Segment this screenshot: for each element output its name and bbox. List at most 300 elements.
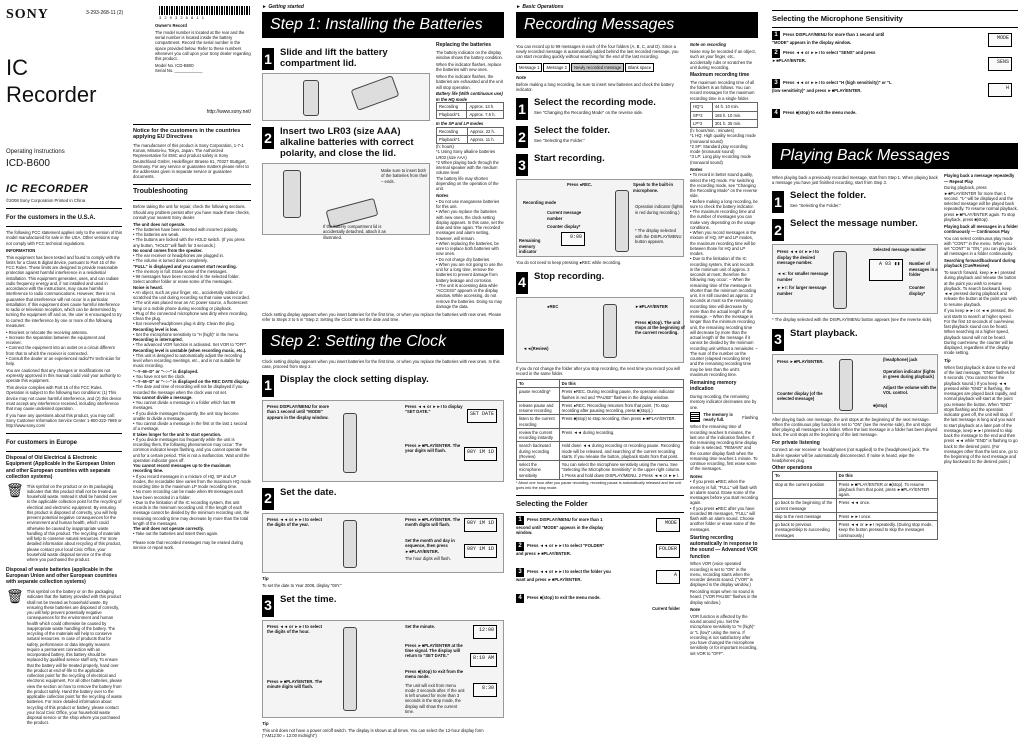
side-heading: Playing back a message repeatedly — Repeat Play [944, 173, 1015, 184]
rec-step-3-illustration [516, 179, 684, 257]
table-cell: Hold down ◄◄ during recording or recording pause. Recording mode will be released, and searching of the current recording starts. If you release the button, playback starts from that point. [559, 442, 683, 461]
troubleshooting-symptom: "FULL" is displayed and you cannot start recording. [133, 263, 237, 269]
vor-note-text: VOR function is affected by the sound around you. Set the microphone sensitivity to "H (high)" or "L (low)" using the menu. If recording is not satisfactory after you have changed the microphone sensitivity or for important recording, set VOR to "OFF". [690, 613, 758, 656]
table-cell: Approx. 13 h. [467, 102, 504, 110]
banner-playing-back: Playing Back Messages [772, 143, 1018, 169]
table-row [517, 415, 684, 429]
troubleshooting-remedy: • The advanced VOR function is activated. Set VOR to "OFF". [133, 342, 251, 347]
lcd-year: 08Y 1M 1D [464, 447, 497, 461]
table-row [773, 512, 938, 520]
stop-label: Press ■(stop). The unit stops at the beginning of the current recording. [635, 319, 685, 336]
message-diagram [516, 63, 684, 72]
table-row [517, 401, 684, 415]
clock-3f: The unit will exit from menu mode 3 seconds after. If the unit is left unused for more than 3 seconds in the stop mode, the display will show the current time. [405, 682, 465, 714]
volume-label: Adjust the volume with the VOL control. [883, 384, 937, 395]
list-item: (h: hours) [436, 144, 454, 149]
list-item: • When you replace the batteries with new ones, the clock setting display appears. In this case, set the date and time again. The recorded messages and alarm setting, however, will remain. [436, 209, 504, 241]
clock-2a: Press ◄◄ or ►►I to select the digits of the year. [267, 517, 322, 528]
table-cell: SP*2 [691, 111, 713, 119]
list-item: • If you press ●REC after you have recorded 99 messages, "FULL" will flash with an alarm sound. Choose another folder or erase some of the messages. [690, 506, 758, 532]
detach-caption: If the battery compartment lid is accidentally detached, attach it as illustrated. [323, 224, 386, 240]
counter-display-label: Counter display* [909, 285, 926, 296]
battery-life-notes [436, 144, 504, 191]
selecting-folder-heading: Selecting the Folder [516, 498, 588, 508]
crossed-bin-icon: 🗑 [6, 482, 24, 499]
mic-step-3: Press ◄◄ or ►►I to select "H (high sensitivity)" or "L (low sensitivity)" and press ►■PLAY/ENTER. [772, 80, 892, 94]
replacing-flash1: When the indicator flashes, replace the batteries with new ones. [436, 62, 502, 73]
table-row [517, 461, 684, 480]
table-cell: Press ●REC. Recording resumes from that point. (To stop recording after pausing recording, press ■(stop).) [559, 401, 683, 415]
tip-1-text: To set the date to Year 2008, display "08Y." [262, 583, 342, 589]
display-note: * The display selected with the DISPLAY/MENU button appears. [635, 228, 682, 244]
rec-step-3: 3 Start recording. [516, 154, 684, 176]
table-cell: Press ◄◄ once. [836, 499, 937, 513]
list-item: The battery life may shorten depending on the operation of the unit. [436, 175, 499, 191]
notes-heading: Notes [436, 193, 449, 199]
table-row [773, 499, 938, 513]
tab-message-1: Message 1 [516, 63, 542, 72]
number-of-messages-label: Number of messages in a folder [909, 261, 938, 277]
column-3 [258, 0, 508, 738]
table-cell: Recording [437, 102, 467, 110]
list-item: • Do not charge dry batteries. [436, 257, 504, 262]
troubleshooting-list [133, 222, 251, 537]
larger-label: ►►I: for larger message number [777, 285, 827, 296]
table-cell: Do this [559, 380, 683, 388]
lcd-hour: 12:00 [473, 625, 497, 639]
sony-logo: SONY [6, 7, 49, 22]
side-heading: Tip [944, 357, 951, 363]
battery-lid-illustration [262, 73, 430, 121]
list-item: • When you are not going to use the unit for a long time, remove the batteries to prevent damage from battery leakage and corrosion. [436, 262, 504, 283]
rec-button-label: ●REC [547, 303, 559, 309]
table-cell: Press ◄◄ during recording. [559, 428, 683, 442]
battery-disposal-text: This symbol on the battery or on the packaging indicates that the battery provided with this product shall not be treated as household waste. By ensuring these batteries are disposed of correctly, you will help prevent potentially negative consequences for the environment and human health which could otherwise be caused by inappropriate waste handling of the battery. The recycling of the materials will help to conserve natural resources. In case of products that for safety, performance or data integrity reasons require a permanent connection with an incorporated battery, this battery should be replaced by qualified service staff only. To ensure that the battery will be treated properly, hand over the product at end-of-life to the applicable collection point for the recycling of electrical and electronic equipment. For all other batteries, please view the section on how to remove the battery from the product safely. Hand the battery over to the applicable collection point for the recycling of waste batteries. For more detailed information about recycling of this product or battery, please contact your local Civic Office, your household waste disposal service or the shop where you purchased the product. [26, 589, 122, 726]
flashing-label: Flashing [742, 414, 758, 420]
max-recording-text: The maximum recording time of all the folders is as follows. You can record messages for the maximum recording time in a single folder. [690, 79, 755, 101]
table-cell: skip to the next message [773, 512, 837, 520]
sp-mode-heading: In the SP and LP modes [436, 121, 484, 127]
mic-step-4: Press ■(stop) to exit the menu mode. [783, 110, 857, 116]
full-notes [690, 479, 758, 532]
troubleshooting-remedy: • The batteries are weak. [133, 232, 251, 237]
table-cell: listen to the current recording [517, 415, 560, 429]
troubleshooting-remedy: • Plug of the connected microphone was dirty when recording. Clean the plug. [133, 311, 251, 322]
note-on-recording-heading: Note on recording [690, 42, 727, 48]
list-item: *1 Using Sony alkaline batteries LR03 (size AAA) [436, 149, 496, 160]
troubleshooting-remedy: • If you record messages in a mixture of HQ, SP and LP modes, the recordable time varies from the maximum HQ mode recording time to the maximum LP mode recording time. [133, 474, 251, 490]
clock-1c: Press ►■PLAY/ENTER. The year digits will flash. [405, 443, 461, 454]
lcd-set-date: SET DATE [467, 409, 497, 423]
table-cell: select the microphone sensitivity [517, 461, 560, 480]
clock-2b: Press ►■PLAY/ENTER. The month digits will flash. [405, 517, 461, 528]
model-number: ICD-B600 [6, 158, 50, 169]
troubleshooting-remedy: • You cannot divide a message in the first or the last 1 second of a message. [133, 421, 251, 432]
side-heading: Searching forward/backward during playback (Cue/Review) [944, 258, 1016, 269]
playback-side-notes [944, 173, 1018, 540]
banner-recording-messages: Recording Messages [516, 12, 758, 38]
clock-3d: Press ►■PLAY/ENTER at the time signal. The display will return to "SET DATE." [405, 642, 463, 658]
remaining-memory-text-2: When the remaining time of recording reaches 5 minutes, the last one of the indication flashes. If the remaining recording time display mode is selected, "REMAIN" and the counter display flash when the remaining time reaches 1 minute. To continue recording, first erase some of the messages. [690, 424, 758, 472]
rec-step-4: 4 Stop recording. [516, 272, 684, 294]
list-item: • The unit is accessing data while "ACCESS" appears in the display window. While accessing, do not remove the batteries. Doing so may damage the data. [436, 283, 504, 309]
mic-steps: 1 Press DISPLAY/MENU for more than 1 second until "MODE" appears in the display window. 2 Press ◄◄ or ►►I to select "SENS" and press ►■PLAY/ENTER. 3 Press ◄◄ or ►►I to select "H (high sensitivity)" or "L (low sensitivity)" and press ►■PLAY/ENTER. 4 Press ■(stop) to exit the menu mode. MODE SENS H [772, 31, 1018, 131]
rec-step-2: 2 Select the folder. See "Selecting the Folder." [516, 126, 684, 148]
speak-label: Speak to the built-in microphone. [633, 182, 674, 193]
step-1: 1 Slide and lift the battery compartment lid. [262, 48, 430, 70]
replacing-batteries-heading: Replacing the batteries [436, 42, 492, 49]
mic-lcd-3: H [988, 83, 1012, 97]
part15-text: This device complies with Part 15 of the FCC Rules. Operation is subject to the following two conditions: (1) This device may not cause harmful interference, and (2) this device must accept any interference received, including interference that may cause undesired operation. [6, 385, 122, 412]
barcode [159, 6, 251, 15]
table-row [437, 102, 504, 110]
lcd-month: 08Y 1M 1D [464, 518, 497, 532]
step-2: 2 Insert two LR03 (size AAA) alkaline batteries with correct polarity, and close the lid. [262, 127, 430, 160]
troubleshooting-symptom: "--Y--M--D" or "--:--" is displayed. [133, 368, 199, 374]
selected-message-label: Selected message number [873, 247, 926, 253]
side-text: To search forward, keep ►►I pressed during playback and release the button at the point you wish to resume playback. To search backward, keep ◄◄ pressed during playback and release the button at the point you wish to resume playback. [944, 270, 1017, 307]
lcd-time: 8:30 [473, 683, 497, 697]
private-listening-text: Connect an ear receiver or headphones (not supplied) to the (headphones) jack. The built-in speaker will be automatically disconnected. If noise is heard, wipe the headphones plug. [772, 447, 930, 463]
side-text: When fast playback is done to the end of the last message, "END" flashes for 5 seconds. (You cannot hear the playback sound.) If you keep ◄◄ pressed while "END" is flashing, the messages are played back rapidly, and normal playback will start at the point you release the button. When "END" stops flashing and the operation indicator goes off, the unit will stop. If the last message is long and you want to start playback at a later part of the message, keep ►►I pressed to skip back the message to the end and then press ◄◄ while "END" is flashing to go back to the desired point. (For messages other than the last one, go to the beginning of the next message and play backward to the desired point.) [944, 364, 1018, 465]
troubleshooting-remedy: • If you divide messages too frequently while the unit is recording them, the following phenomenon may occur: The common indicator keeps flashing, and you cannot operate the unit for a certain period. This is not a malfunction. Wait until the operation indicator goes off. [133, 437, 251, 463]
tip-2-text: This unit does not have a power on/off switch. The display is shown at all times. You can select the 12-hour display form ("AM12:00 = 12:00 midnight") [262, 727, 484, 738]
table-row [517, 380, 684, 388]
battery-notes [436, 199, 504, 309]
table-row [517, 442, 684, 461]
column-1 [0, 0, 128, 727]
table-row [691, 119, 758, 127]
troubleshooting-symptom: Noise is heard. [133, 284, 163, 290]
headphone-jack-label: (headphone) jack [883, 356, 918, 362]
troubleshooting-remedy: • The ear receiver or headphones are plugged in. [133, 253, 251, 258]
play-lcd: A 03 ▮▮ [869, 259, 903, 281]
banner-setting-clock: Step 2: Setting the Clock [262, 329, 504, 355]
current-message-label: Current message number [547, 210, 582, 221]
tip-2-heading: Tip [262, 720, 269, 726]
rec-mode-label: Recording mode [523, 200, 557, 206]
current-folder-label: Current folder [652, 606, 680, 612]
side-text: If you keep ►►I or ◄◄ pressed, the unit starts to search at higher speed. For the first 10 seconds of cue/review, fast playback sound can be heard. When searching at a higher speed, playback sound will not be heard. During cue/review, the counter will be displayed, regardless of the display mode setting. [944, 308, 1015, 356]
battery-life-heading: Battery life (With continuous use) [436, 91, 503, 97]
list-item: *3 LP: Long play recording mode (monaural sound) [690, 154, 751, 165]
clock-3a: Press ◄◄ or ►►I to select the digits of the hour. [267, 623, 322, 634]
clock-step-1-illustration [262, 400, 504, 482]
table-cell: Press ■(stop) to stop recording, then press ►■PLAY/ENTER. [559, 415, 683, 429]
mic-lcd-2: SENS [988, 57, 1012, 71]
troubleshooting-symptom: Recording is interrupted. [133, 337, 183, 342]
counter-display-selected-label: Counter display (of the selected message) [777, 390, 823, 401]
table-cell: review the current recording instantly [517, 428, 560, 442]
troubleshooting-symptom: The unit does not operate. [133, 221, 186, 227]
replacing-flash2: When the indicator flashes, the batteries are exhausted and the unit will stop operation. [436, 74, 503, 90]
column-4 [512, 0, 762, 727]
vor-heading: Starting recording automatically in response to the sound — Advanced VOR function [690, 534, 758, 560]
questions-text: If you have any questions about this product, you may call: Sony Customer Information Service Center 1-800-222-7669 or http://www.sony.com/ [6, 412, 122, 429]
troubleshooting-remedy: • Ear receiver/headphones plug is dirty. Clean the plug. [133, 321, 251, 326]
play-step-2: 2 Select the message number. [772, 219, 938, 241]
owner-record-text: The model number is located at the rear and the serial number is located inside the battery compartment. Record the serial number in the space provided below. Refer to these numbers whenever you call upon your Sony dealer regarding this product. [155, 29, 251, 61]
hq-mode-heading: In the HQ mode [436, 96, 467, 102]
us-customers-heading: For the customers in the U.S.A. [6, 214, 96, 221]
serial-line: Serial No. ____________ [155, 68, 203, 73]
table-cell: Do this [836, 472, 937, 480]
troubleshooting-symptom: "--Y--M--D" or "--:--" is displayed on the REC DATE display. [133, 379, 250, 384]
tab-blank-space: Blank space [625, 63, 654, 72]
folder-step-2: Press ◄◄ or ►►I to select "FOLDER" and press ►■PLAY/ENTER. [516, 543, 605, 557]
troubleshooting-symptom: You cannot divide a message. [133, 394, 193, 400]
table-cell: release pause and resume recording [517, 401, 560, 415]
troubleshooting-remedy: • The unit was placed near an AC power source, a fluorescent lamp or a mobile phone during recording or playback. [133, 300, 251, 311]
rec-lcd: 0:00 [561, 232, 585, 246]
other-operations-table [772, 471, 938, 540]
list-item: • Due to the limitation of the IC recording system, this unit records in the minimum unit of approx. 2 seconds at most, therefore the following may occur: – When the remaining time of the message is shorter than the minimum recording unit, it is still counted as approx. 2 seconds at most so the remaining recording time will decrease by more than the actual length of the message. – When the message is longer than the minimum recording unit, the remaining recording time will decrease by more than the actual length of the message if it cannot be divided by the minimum recording unit without a remainder. – The sum of the number on the counter (elapsed recording time) and the remaining recording time may be less than the unit's maximum recording time. [690, 256, 758, 377]
list-item: • Reorient or relocate the receiving antenna. [6, 330, 122, 335]
folder-step-4: Press ■(stop) to exit the menu mode. [527, 595, 601, 601]
table-cell: To [773, 472, 837, 480]
table-row [437, 135, 504, 143]
copyright: ©2008 Sony Corporation Printed in China [6, 198, 86, 204]
us-text: The following FCC statement applies only to the version of this model manufactured for sale in the USA. Other versions may not comply with FCC technical regulations. [6, 230, 122, 246]
barcode-number: 3 2 9 3 2 6 8 1 1 [159, 15, 205, 20]
clock-note: Clock setting display appears when you insert batteries for the first time, or when you replace the batteries with new ones. Please refer to Steps 3 to 5 in "Step 2: Setting the Clock" to set the date and time. [262, 312, 502, 323]
display-footnote: * The display selected with the DISPLAY/MENU button appears (see the reverse side). [772, 317, 933, 323]
side-text: You can select continuous play mode with "CONT" in the menu. When you set "CONT" to "ON," you can play back all messages in a folder continuously. [944, 235, 1017, 257]
disposal-heading: Disposal of Old Electrical & Electronic Equipment (Applicable in the European Union and other European countries with separate collection systems) [6, 455, 115, 480]
lcd-day: 08Y 1M 1D [464, 544, 497, 558]
memory-full-label: The memory is nearly full. [703, 411, 733, 423]
clock-2c: Set the month and day in sequence, then press ►■PLAY/ENTER. [405, 538, 455, 554]
note-text: Before making a long recording, be sure to insert new batteries and check the battery indicator. [516, 81, 674, 93]
stop-note: If you do not change the folder after you stop recording, the next time you record you will record in the same folder. [516, 365, 680, 376]
table-cell: Approx. 7.5 h. [467, 111, 504, 119]
pause-footnote: * About one hour after you pause recording, recording pause is automatically released and the unit goes into the stop mode. [516, 481, 682, 491]
play-step-3-illustration [772, 354, 938, 414]
vor-text-2: Recording stops when no sound is heard. ("VOR PAUSE" flashes in the display window.) [690, 589, 758, 605]
folder-lcd-2: FOLDER [656, 544, 680, 558]
clock-step-2: 2 Set the date. [262, 488, 504, 510]
document-title: IC Recorder [6, 54, 97, 107]
rec-step-4-illustration [516, 297, 684, 363]
banner-installing-batteries: Step 1: Installing the Batteries [262, 12, 504, 38]
table-cell: 301 h. 35 min. [712, 119, 757, 127]
table-row [517, 428, 684, 442]
table-cell: stop at the current position [773, 480, 837, 499]
c4-notes-heading: Notes [690, 166, 703, 172]
table-cell: Approx. 11 h. [468, 135, 504, 143]
clock-intro: Clock setting display appears when you insert batteries for the first time, or when you replace the batteries with new ones. In this case, proceed from step 2. [262, 358, 500, 369]
troubleshooting-remedy: • If you divide messages frequently, the unit may become unable to divide a message. [133, 411, 251, 422]
table-cell: go back to previous messages/skip to succeeding messages [773, 521, 837, 540]
table-cell: Press ◄◄ or ►►I repeatedly. (During stop mode, keep the button pressed to skip the messages continuously.) [836, 521, 937, 540]
memory-bar-icon [690, 412, 700, 422]
list-item: • If you press ●REC when the memory is full, "FULL" will flash with an alarm sound. Erase some of the messages before you start recording again. [690, 479, 758, 505]
after-playback-text: After playing back one message, the unit stops at the beginning of the next message. When the continuous play function is set to "ON" (see the reverse side), the unit stops after playing all messages in a folder. When the last message in a folder has been played back, the unit stops at the beginning of the last message. [772, 416, 938, 438]
hq-battery-table [436, 102, 504, 120]
playback-intro: When playing back a previously recorded message, start from Step 1. When playing back a message you have just finished recording, start from Step 3. [772, 174, 938, 186]
mic-step-2: Press ◄◄ or ►►I to select "SENS" and press ►■PLAY/ENTER. [772, 50, 876, 64]
table-row [437, 111, 504, 119]
troubleshooting-remedy: • This unit is designed to automatically adjust the recording level when recording meetings, etc., and is not suitable for music recording. [133, 353, 251, 369]
list-item: • When you record messages in the mixture of HQ, SP and LP modes, the maximum recording time will be between those for HQ and LP modes. [690, 230, 758, 256]
press-label: Press ◄◄ or ►►I to display the desired message number. [777, 249, 819, 265]
clock-3e: Press ■(stop) to exit from the menu mode. [405, 668, 464, 679]
press-rec-label: Press ●REC. [567, 182, 593, 188]
troubleshooting-symptom: It takes longer for the unit to start operation. [133, 431, 222, 437]
folder-step-3: Press ◄◄ or ►►I to select the folder you want and press ►■PLAY/ENTER. [516, 569, 611, 583]
max-recording-table [690, 102, 758, 128]
table-cell: To [517, 380, 560, 388]
table-cell: Press ►■PLAY/ENTER or ■(stop). To resume playback from that point, press ►■PLAY/ENTER again. [836, 480, 937, 499]
column-2 [128, 0, 256, 727]
notes2-heading: Notes [690, 473, 703, 479]
review-label: ◄◄(Review) [523, 345, 549, 351]
clock-2d: The hour digits will flash. [405, 556, 451, 562]
recording-notes [690, 172, 758, 377]
keep-pressing-note: You do not need to keep pressing ●REC while recording. [516, 260, 622, 266]
rec-step-1: 1 Select the recording mode. See "Changing the Recording Mode" on the reverse side. [516, 98, 684, 120]
disposal-text: This symbol on the product or on its packaging indicates that this product shall not be treated as household waste. Instead it shall be handed over to the applicable collection point for the recycling of electrical and electronic equipment. By ensuring this product is disposed of correctly, you will help prevent potential negative consequences for the environment and human health, which could otherwise be caused by inappropriate waste handling of this product. The recycling of materials will help to conserve natural resources. For more detailed information about recycling of this product, please contact your local Civic Office, your household waste disposal service or the shop where you purchased the product. [26, 483, 122, 563]
model-code: 3-293-268-11 (2) [86, 10, 124, 16]
table-cell: Approx. 22 h. [468, 127, 504, 135]
max-recording-notes [690, 128, 758, 165]
play-step-3: 3 Start playback. [772, 329, 938, 351]
eu-notice-text: The manufacturer of this product is Sony Corporation, 1-7-1 Konan, Minato-ku, Tokyo, Japan. The Authorized Representative for EMC and product safety is Sony Deutschland GmbH, Hedelfinger Strasse 61, 70327 Stuttgart, Germany. For any service or guarantee matters please refer to the addresses given in separate service or guarantee documents. [133, 142, 249, 180]
note-heading: Note [516, 74, 526, 80]
list-item: • The maximum recording time and the number of messages you can make vary depending on the usage conditions. [690, 209, 758, 230]
list-item: • To record in better sound quality, select the HQ mode. For switching the recording mode, see "Changing the Recording Mode" on the reverse side. [690, 172, 758, 198]
note-on-recording-text: Noise may be recorded if an object, such as your finger, etc., accidentally rubs or scratches the unit during recording. [690, 49, 756, 70]
operation-indicator-label: Operation indicator (lights in red during recording.) [635, 204, 683, 215]
vor-text: When VOR (voice operated recording) is set to "ON" in the menu, recording starts when the recorder detects sound. ("VOR" is displayed in the display window.) [690, 561, 753, 588]
information-heading: INFORMATION [6, 247, 36, 253]
troubleshooting-remedy: • 99 messages have been recorded in the selected folder. Select another folder or erase some of the messages. [133, 274, 251, 285]
table-cell: 165 h. 10 min. [712, 111, 757, 119]
press-play-label: Press ►■PLAY/ENTER. [777, 358, 824, 364]
troubleshooting-remedy: • No more recording can be made when 99 messages each have been recorded in a folder. [133, 489, 251, 500]
play-enter-label: ►■PLAY/ENTER [635, 303, 668, 309]
caution-text: You are cautioned that any changes or modifications not expressly approved in this manual could void your authority to operate this equipment. [6, 367, 121, 384]
folder-lcd-1: MODE [656, 518, 680, 532]
section-basic-operations: ► Basic Operations [516, 4, 564, 10]
table-row [437, 127, 504, 135]
troubleshooting-symptom: The unit does not operate correctly. [133, 526, 204, 531]
folder-step-1: Press DISPLAY/MENU for more than 1 second until "MODE" appears in the display window. [516, 517, 604, 536]
list-item: *1 HQ: High quality recording mode (monaural sound) [690, 133, 756, 144]
information-list [6, 330, 122, 367]
list-item: • Increase the separation between the equipment and receiver. [6, 335, 122, 346]
play-step-2-illustration [772, 244, 938, 314]
table-cell: pause recording* [517, 388, 560, 402]
troubleshooting-footer: Please note that recorded messages may be erased during service or repair work. [133, 539, 243, 550]
clock-step-1: 1 Display the clock setting display. [262, 375, 504, 397]
table-cell: You can select the microphone sensitivity using the menu. See "Selecting the Microphone Sensitivity" in the upper right column. 1 Press and hold down DISPLAY/MENU. 2 Press ◄◄ or ►►I. [559, 461, 683, 480]
ic-recorder-logo: IC RECORDER [6, 182, 89, 195]
table-cell: LP*3 [691, 119, 713, 127]
remaining-memory-label: Remaining memory indicator [519, 238, 541, 254]
recording-intro: You can record up to 99 messages in each of the four folders (A, B, C, and D). Since a newly recorded message is automatically added behind the last recorded message, you can start recording quickly without searching for the end of the last recording. [516, 43, 679, 60]
mic-step-1: Press DISPLAY/MENU for more than 1 second until "MODE" appears in the display window. [772, 32, 885, 46]
eu-notice-heading: Notice for the customers in the countries applying EU Directives [133, 127, 241, 141]
table-cell: Recording [437, 127, 468, 135]
clock-step-3-illustration [262, 620, 504, 718]
clock-step-3: 3 Set the time. [262, 595, 504, 617]
remaining-memory-text: During recording, the remaining memory indicator decreases one by one. [690, 394, 757, 410]
troubleshooting-remedy: • The date and time of recording will not be displayed if you recorded the message when the clock was not set. [133, 384, 251, 395]
troubleshooting-remedy: • An object, such as your finger, etc., accidentally rubbed or scratched the unit during recording so that noise was recorded. [133, 290, 251, 301]
counter-label: Counter display* [547, 224, 581, 230]
troubleshooting-symptom: Recording level is low. [133, 326, 178, 332]
max-recording-heading: Maximum recording time [690, 72, 750, 78]
table-row [517, 388, 684, 402]
table-row [691, 103, 758, 111]
other-operations-heading: Other operations [772, 465, 813, 472]
folder-steps: 1 Press DISPLAY/MENU for more than 1 second until "MODE" appears in the display window. 2 Press ◄◄ or ►►I to select "FOLDER" and press ►■PLAY/ENTER. 3 Press ◄◄ or ►►I to select the folder you want and press ►■PLAY/ENTER. 4 Press ■(stop) to exit the menu mode. MODE FOLDER A Current folder [516, 517, 680, 612]
table-row [773, 521, 938, 540]
operating-instructions-label: Operating Instructions [6, 148, 65, 155]
table-cell: Playback*1 [437, 135, 468, 143]
list-item: *2 When playing back through the internal speaker with the medium volume level [436, 159, 499, 176]
troubleshooting-remedy: • Take out the batteries and insert them again. [133, 531, 251, 536]
table-cell: Playback*1 [437, 111, 467, 119]
troubleshooting-remedy: • The batteries have been inserted with incorrect polarity. [133, 227, 251, 232]
side-heading: Playing back all messages in a folder continuously — Continuous Play [944, 223, 1019, 234]
list-item: • When replacing the batteries, be sure to replace both batteries with new ones. [436, 241, 504, 257]
troubleshooting-heading: Troubleshooting [133, 187, 188, 195]
owner-record-heading: Owner's Record [155, 23, 187, 28]
troubleshooting-remedy: • You have not set the clock. [133, 374, 251, 379]
table-cell: Press ►►I once. [836, 512, 937, 520]
troubleshooting-intro: Before taking the unit for repair, check the following sections. Should any problem persist after you have made these checks, consult your nearest Sony dealer. [133, 204, 250, 220]
tip-1-heading: Tip [262, 576, 269, 582]
section-getting-started: ► Getting started [262, 4, 304, 10]
remaining-memory-heading: Remaining memory indication [690, 380, 737, 393]
list-item: *2 SP: Standard play recording mode (monaural sound) [690, 143, 748, 154]
clock-step-2-illustration [262, 513, 504, 573]
table-row [691, 111, 758, 119]
troubleshooting-remedy: • You cannot divide a message in a folder which has 99 messages. [133, 400, 251, 411]
battery-insert-illustration [262, 163, 430, 240]
memory-indicator-diagram [690, 412, 758, 423]
clock-3b: Press ►■PLAY/ENTER. The minute digits will flash. [267, 678, 323, 689]
battery-disposal-heading: Disposal of waste batteries (applicable in the European Union and other European countries with separate collection systems) [6, 566, 118, 586]
sony-url[interactable]: http://www.sony.net/ [206, 109, 251, 116]
list-item: • Consult the dealer or an experienced radio/TV technician for help. [6, 356, 122, 367]
private-listening-heading: For private listening [772, 439, 820, 446]
clock-3c: Set the minute. [405, 623, 436, 629]
troubleshooting-symptom: No sound comes from the speaker. [133, 247, 203, 253]
information-text: This equipment has been tested and found to comply with the limits for a Class B digital device, pursuant to Part 15 of the FCC Rules. These limits are designed to provide reasonable protection against harmful interference in a residential installation. This equipment generates, uses, and can radiate radio frequency energy and, if not installed and used in accordance with the instructions, may cause harmful interference to radio communications. However, there is no guarantee that interference will not occur in a particular installation. If this equipment does cause harmful interference to radio or television reception, which can be determined by turning the equipment off and on, the user is encouraged to try to correct the interference by one or more of the following measures: [6, 254, 122, 328]
troubleshooting-symptom: You cannot record messages up to the maximum recording time. [133, 463, 231, 474]
table-row [773, 472, 938, 480]
tab-message-2: Message 2 [543, 63, 569, 72]
stop-button-label: ■(stop) [873, 402, 888, 408]
mic-lcd-1: MODE [988, 33, 1012, 47]
tab-new-message: Newly recorded message [571, 63, 624, 72]
troubleshooting-remedy: • The memory is full. Erase some of the messages. [133, 269, 251, 274]
smaller-label: ◄◄: for smaller message number [777, 271, 829, 282]
table-cell: HQ*1 [691, 103, 713, 111]
list-item: • Before making a long recording, be sure to check the battery indicator. [690, 199, 758, 210]
table-row [773, 480, 938, 499]
folder-lcd-3: A [656, 570, 680, 584]
vor-note-heading: Note [690, 606, 700, 612]
sp-battery-table [436, 127, 504, 145]
crossed-bin-icon: 🗑 [6, 587, 24, 604]
model-line: Model No. ICD-B600 [155, 62, 194, 68]
lcd-minute: 8:10 AM [470, 653, 497, 667]
clock-1b: Press ◄◄ or ►►I to display "SET DATE." [405, 404, 463, 415]
